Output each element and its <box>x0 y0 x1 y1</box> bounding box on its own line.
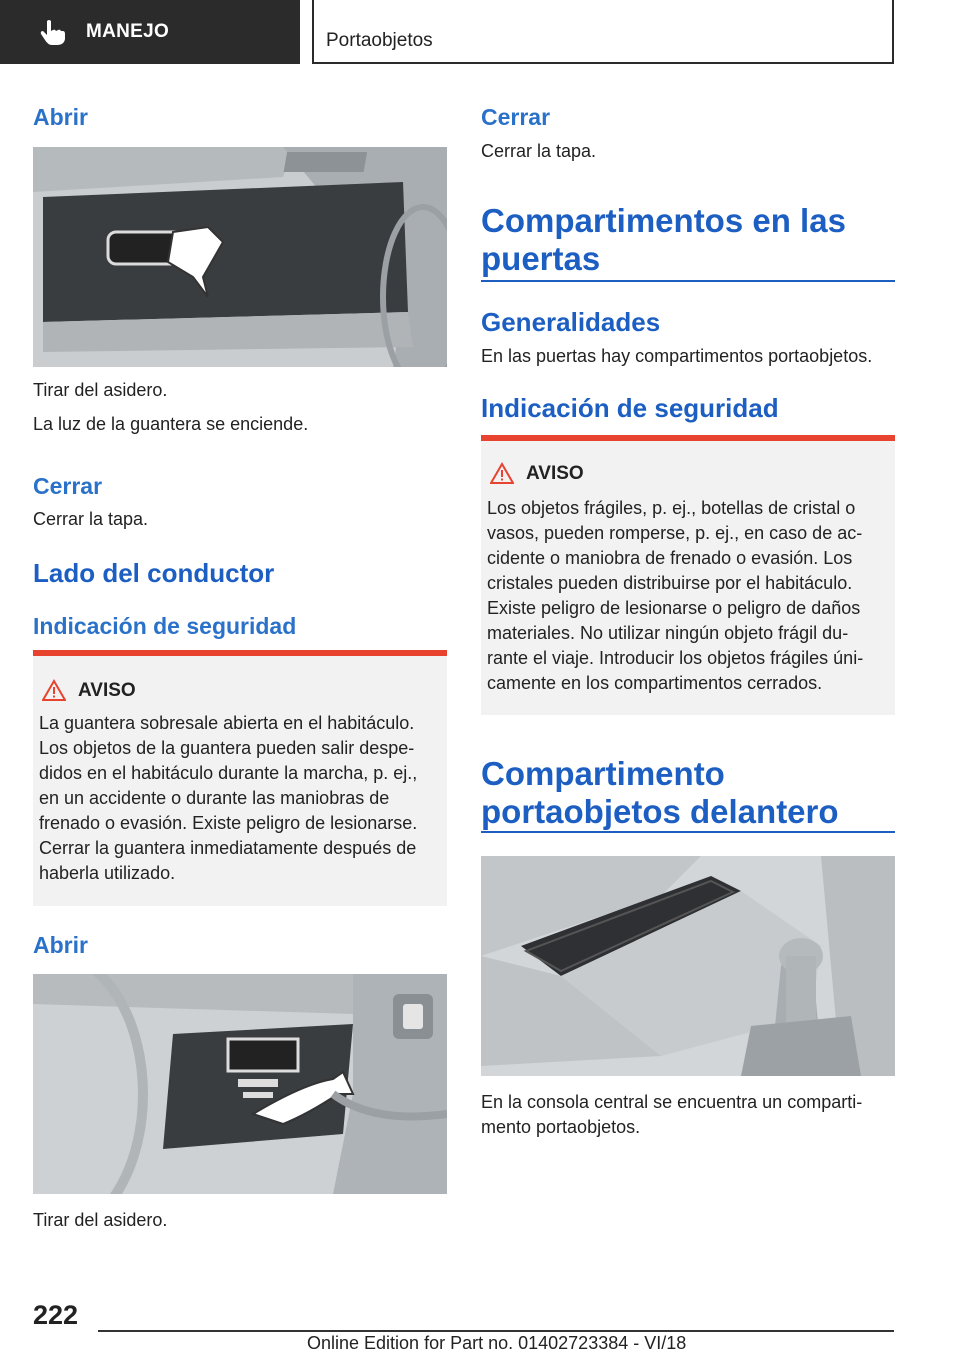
warning-triangle-icon <box>490 462 514 484</box>
warning-bar <box>33 650 447 656</box>
heading-cerrar: Cerrar <box>33 473 103 499</box>
heading-cerrar: Cerrar <box>481 104 551 130</box>
section-tab <box>0 0 300 64</box>
hand-pointer-icon <box>38 17 68 47</box>
warning-triangle-icon <box>42 679 66 701</box>
paragraph: En la consola central se encuentra un comparti- mento portaobjetos. <box>481 1092 863 1137</box>
heading-compartimento-delantero: Compartimento portaobjetos delantero <box>481 755 839 830</box>
heading-rule <box>481 831 895 833</box>
warning-box <box>481 435 895 715</box>
paragraph: La luz de la guantera se enciende. <box>33 414 309 434</box>
section-label: MANEJO <box>86 21 170 42</box>
heading-abrir: Abrir <box>33 932 88 958</box>
center-console-image <box>481 856 895 1076</box>
paragraph: Cerrar la tapa. <box>33 509 149 529</box>
edition-footer: Online Edition for Part no. 01402723384 - VI/18 <box>307 1333 687 1353</box>
heading-rule <box>481 280 895 282</box>
warning-bar <box>481 435 895 441</box>
warning-title: AVISO <box>526 463 584 484</box>
heading-abrir: Abrir <box>33 104 88 130</box>
heading-compartimentos-puertas: Compartimentos en las puertas <box>481 202 846 277</box>
glovebox-open-image <box>33 147 447 367</box>
topic-label: Portaobjetos <box>326 30 433 51</box>
warning-text: La guantera sobresale abierta en el habitáculo. Los objetos de la guantera pueden salir despe- didos en el habitáculo durante la marcha, p. ej., en un accidente o durante las maniobras de frenado o evasión. Existe peligro de lesionarse. Cerrar la guantera inmediatamente después de haberla utilizado. <box>39 713 418 883</box>
heading-lado-conductor: Lado del conductor <box>33 558 275 588</box>
warning-box <box>33 650 447 906</box>
paragraph: Cerrar la tapa. <box>481 141 597 161</box>
warning-title: AVISO <box>78 680 136 701</box>
heading-indicacion-seguridad: Indicación de seguridad <box>481 393 779 423</box>
heading-generalidades: Generalidades <box>481 307 661 337</box>
heading-indicacion-seguridad: Indicación de seguridad <box>33 613 297 639</box>
paragraph: Tirar del asidero. <box>33 1210 168 1230</box>
warning-text: Los objetos frágiles, p. ej., botellas de cristal o vasos, pueden romperse, p. ej., en caso de ac- cidente o maniobra de frenado o evasión. Los cristales pueden distribuirse por el habitáculo. Existe peligro de lesionarse o peligro de daños materiales. No utilizar ningún objeto frágil du- rante el viaje. Introducir los objetos frágiles úni- camente en los compartimentos cerrados. <box>487 498 864 693</box>
page-header <box>0 0 960 66</box>
paragraph: En las puertas hay compartimentos portaobjetos. <box>481 346 873 366</box>
footer-rule <box>98 1330 894 1332</box>
paragraph: Tirar del asidero. <box>33 380 168 400</box>
page-number: 222 <box>33 1300 79 1330</box>
topic-breadcrumb <box>312 0 894 64</box>
driver-side-compartment-image <box>33 974 447 1194</box>
